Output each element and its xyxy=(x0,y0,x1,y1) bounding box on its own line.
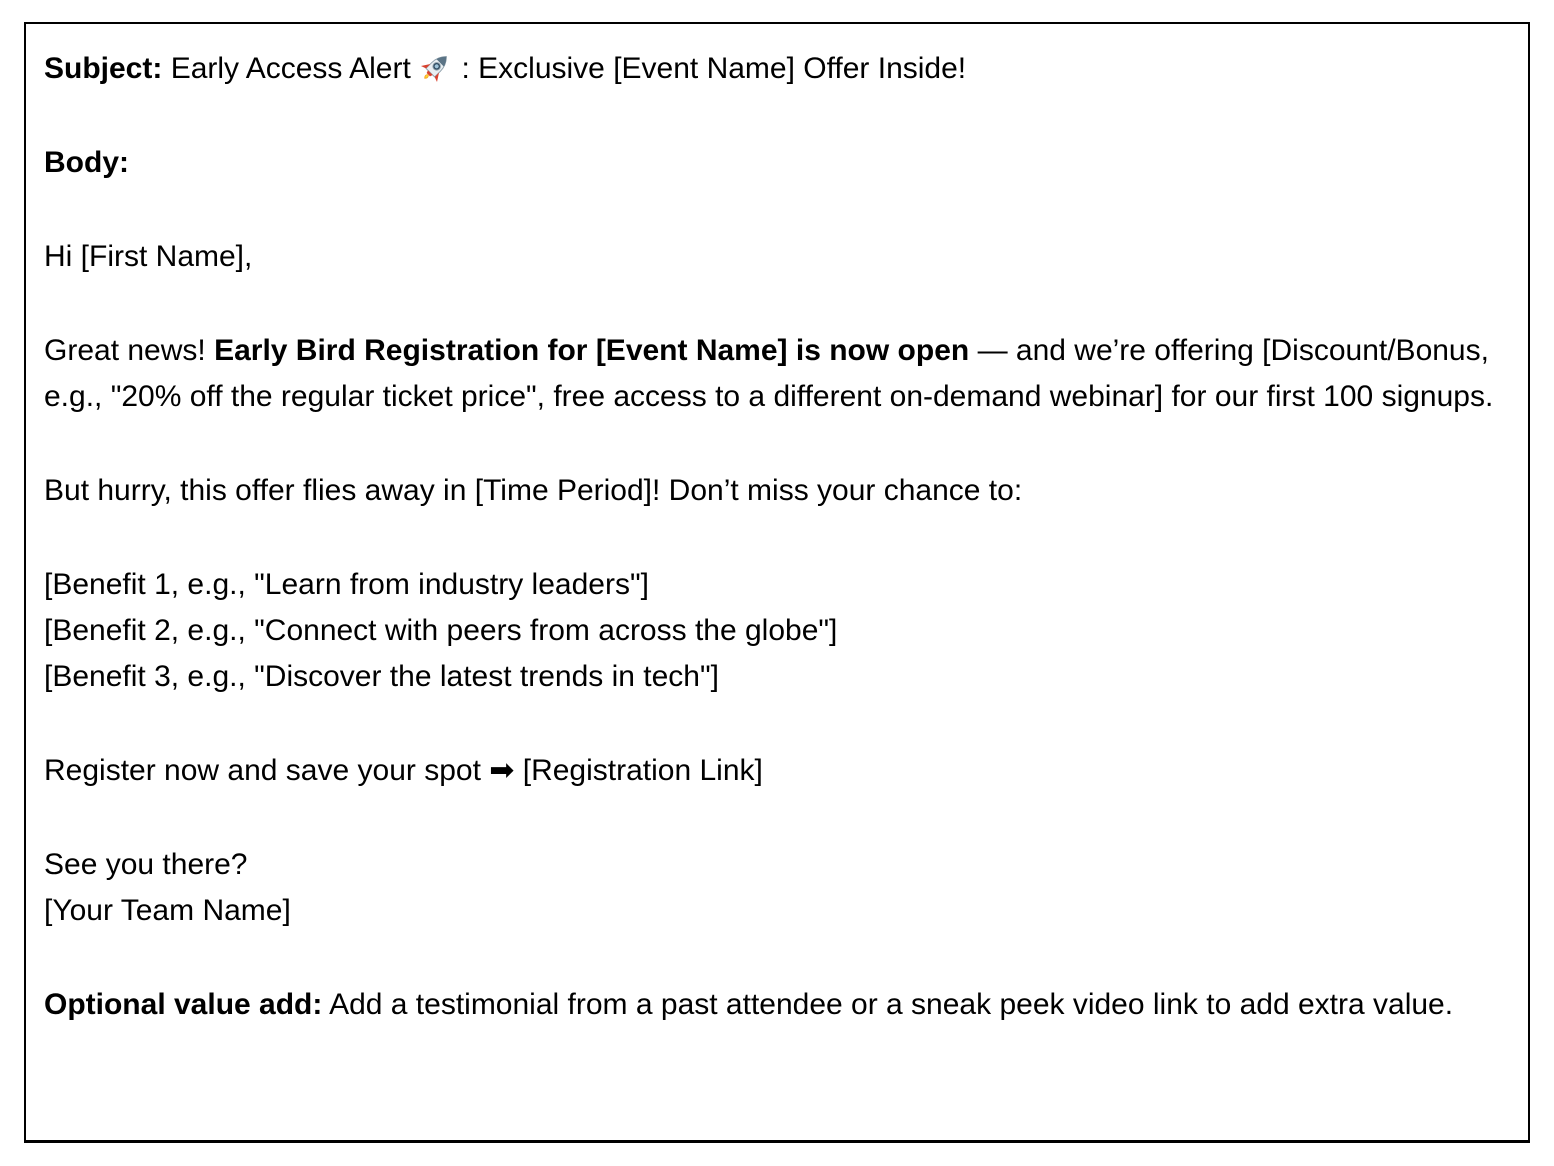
offer-paragraph xyxy=(44,328,1518,420)
subject-line xyxy=(44,46,1518,92)
subject-text-after: : Exclusive [Event Name] Offer Inside! xyxy=(461,52,967,85)
benefit-line-3: [Benefit 3, e.g., "Discover the latest trends in tech"] xyxy=(44,660,719,693)
subject-text-before: Early Access Alert xyxy=(170,52,411,85)
urgency-paragraph: But hurry, this offer flies away in [Time Period]! Don’t miss your chance to: xyxy=(44,474,1023,507)
closing-block xyxy=(44,842,1518,934)
right-arrow-icon: ➡ xyxy=(489,754,515,787)
optional-note-label: Optional value add: xyxy=(44,988,323,1021)
email-template-card xyxy=(24,22,1530,1143)
cta-text: Register now and save your spot xyxy=(44,754,481,787)
offer-highlight: Early Bird Registration for [Event Name] is now open xyxy=(214,334,970,367)
offer-details: — and we’re offering [Discount/Bonus, e.g., "20% off the regular ticket price", free access to a different on-demand webinar] for our first 100 signups. xyxy=(44,334,1494,413)
cta-line xyxy=(44,748,1518,794)
optional-note-text: Add a testimonial from a past attendee or a sneak peek video link to add extra value. xyxy=(329,988,1454,1021)
cta-link-placeholder: [Registration Link] xyxy=(522,754,763,787)
benefits-list xyxy=(44,562,1518,700)
closing-question: See you there? xyxy=(44,848,248,881)
optional-note xyxy=(44,982,1518,1028)
benefit-line-2: [Benefit 2, e.g., "Connect with peers from across the globe"] xyxy=(44,614,838,647)
benefit-line-1: [Benefit 1, e.g., "Learn from industry leaders"] xyxy=(44,568,649,601)
rocket-icon xyxy=(419,50,453,84)
greeting: Hi [First Name], xyxy=(44,240,253,273)
closing-signature: [Your Team Name] xyxy=(44,894,291,927)
body-label: Body: xyxy=(44,146,129,179)
subject-label: Subject: xyxy=(44,52,163,85)
offer-intro: Great news! xyxy=(44,334,206,367)
